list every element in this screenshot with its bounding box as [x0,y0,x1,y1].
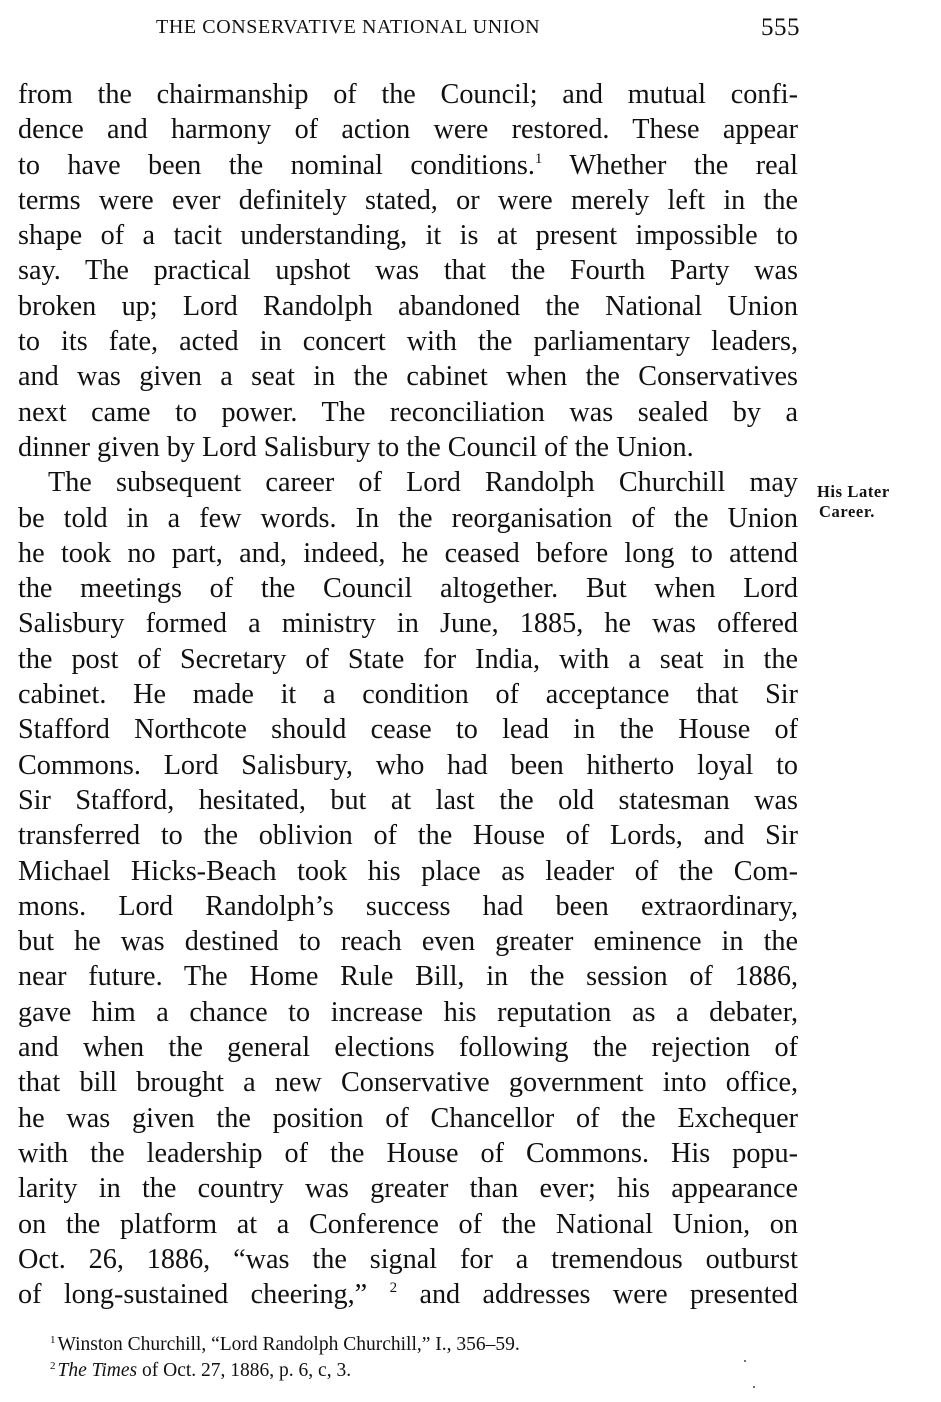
margin-note-line: Career. [819,502,875,521]
text-line: the post of Secretary of State for India, with a seat in the [18,643,798,675]
text-line: he was given the position of Chancellor of the Exchequer [18,1102,798,1134]
text-line: broken up; Lord Randolph abandoned the National Union [18,290,798,322]
running-head [18,14,800,46]
footnote-marker: 1 [50,1334,56,1346]
text-line: but he was destined to reach even greater eminence in the [18,926,798,958]
text-line: near future. The Home Rule Bill, in the session of 1886, [18,961,798,993]
footnote-marker: 2 [50,1360,56,1372]
text-line: that bill brought a new Conservative government into office, [18,1067,798,1099]
text-line [18,1277,798,1312]
print-specks [742,1358,762,1398]
text-line [18,148,798,183]
text-line: mons. Lord Randolph’s success had been extraordinary, [18,890,798,922]
text-line: shape of a tacit understanding, it is at present impossible to [18,220,798,252]
text-line: from the chairmanship of the Council; and mutual confi- [18,79,798,110]
text-line: Stafford Northcote should cease to lead in the House of [18,714,798,746]
footnote-source-title: The Times [57,1360,138,1381]
text-line: Salisbury formed a ministry in June, 1885, he was offered [18,608,798,640]
text-line: Michael Hicks-Beach took his place as leader of the Com- [18,855,798,887]
text-line: dence and harmony of action were restored. These appear [18,114,798,146]
text-line: on the platform at a Conference of the National Union, on [18,1208,798,1240]
footnote [50,1332,790,1358]
text-segment: to have been the nominal conditions. [18,149,535,181]
text-line: Sir Stafford, hesitated, but at last the old statesman was [18,784,798,816]
print-speck [753,1386,755,1388]
footnote-ref: 2 [389,1280,398,1297]
footnote [50,1358,790,1384]
text-line: Commons. Lord Salisbury, who had been hitherto loyal to [18,749,798,781]
text-line: Oct. 26, 1886, “was the signal for a tremendous outburst [18,1243,798,1275]
text-segment: and addresses were presented [419,1279,799,1311]
text-line: transferred to the oblivion of the House of Lords, and Sir [18,820,798,852]
text-line: larity in the country was greater than ever; his appearance [18,1173,798,1205]
text-segment: Whether the real [569,149,798,181]
text-line: be told in a few words. In the reorganisation of the Union [18,502,798,534]
text-line: and when the general elections following the rejection of [18,1032,798,1064]
text-line: dinner given by Lord Salisbury to the Council of the Union. [18,431,694,463]
text-line: and was given a seat in the cabinet when the Conservatives [18,361,798,393]
text-line: terms were ever definitely stated, or were merely left in the [18,184,798,216]
footnote-text: Winston Churchill, “Lord Randolph Churchill,” I., 356–59. [57,1334,520,1355]
footnote-ref: 1 [534,150,543,167]
text-line: next came to power. The reconciliation was sealed by a [18,396,798,428]
print-speck [744,1360,746,1362]
footnotes [50,1332,790,1384]
text-line: he took no part, and, indeed, he ceased before long to attend [18,537,798,569]
page-number: 555 [761,14,800,41]
text-line: gave him a chance to increase his reputation as a debater, [18,996,798,1028]
margin-note-line: His Later [817,482,890,501]
text-line: to its fate, acted in concert with the parliamentary leaders, [18,326,798,358]
text-line: The subsequent career of Lord Randolph Churchill may [48,467,798,499]
footnote-text: of Oct. 27, 1886, p. 6, c, 3. [142,1360,352,1381]
margin-note [817,482,937,522]
text-segment: of long-sustained cheering,” [18,1279,368,1311]
text-line: with the leadership of the House of Commons. His popu- [18,1137,798,1169]
running-title: THE CONSERVATIVE NATIONAL UNION [156,16,541,38]
text-line: the meetings of the Council altogether. But when Lord [18,573,798,605]
text-line: cabinet. He made it a condition of acceptance that Sir [18,679,798,711]
text-line: say. The practical upshot was that the Fourth Party was [18,255,798,287]
body-text [18,77,798,1312]
